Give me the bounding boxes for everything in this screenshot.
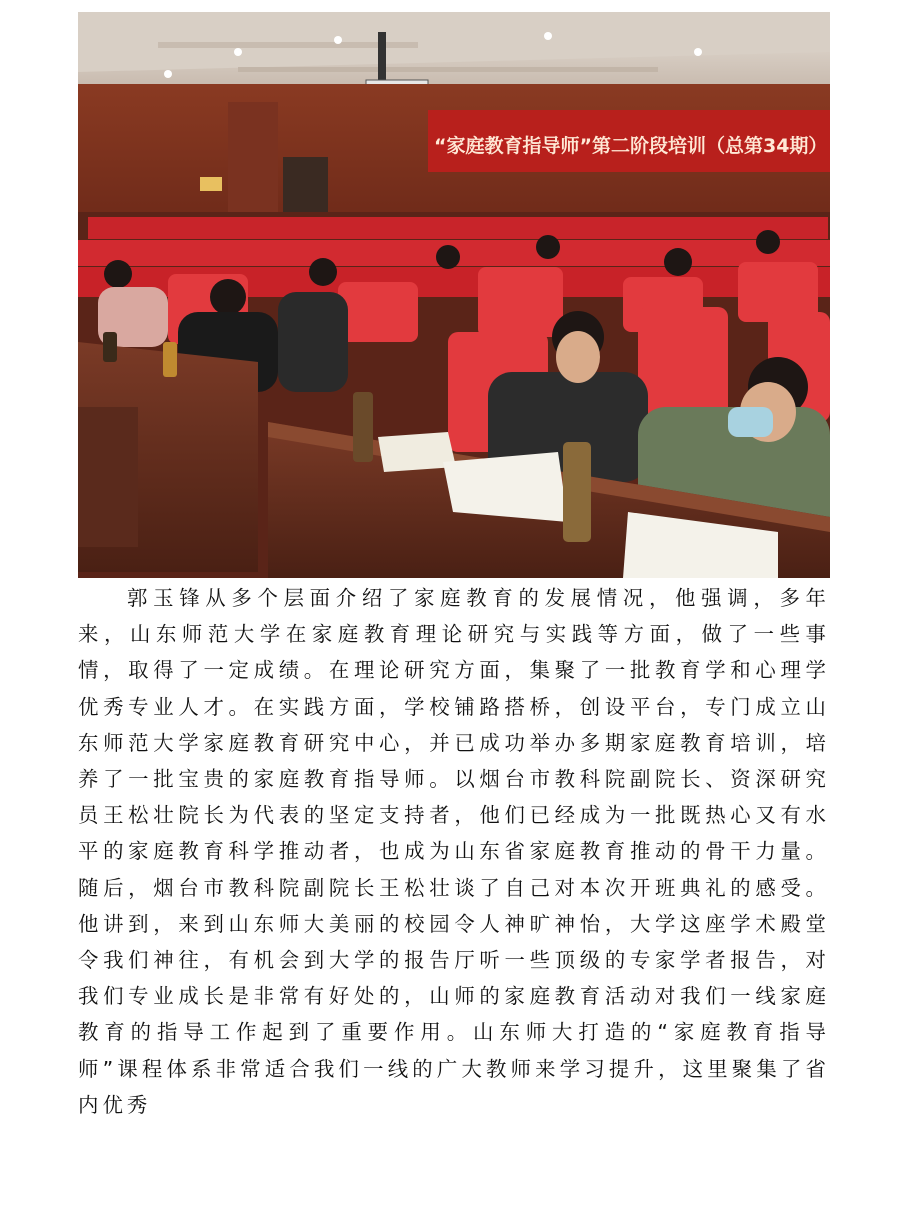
lecture-hall-illustration [78, 12, 830, 578]
lecture-hall-photo [78, 12, 830, 578]
banner-text: “家庭教育指导师”第二阶段培训（总第34期） [434, 135, 828, 157]
article-paragraph: 郭玉锋从多个层面介绍了家庭教育的发展情况，他强调，多年来，山东师范大学在家庭教育理论研究与实践等方面，做了一些事情，取得了一定成绩。在理论研究方面，集聚了一批教育学和心理学优秀专业人才。在实践方面，学校铺路搭桥，创设平台，专门成立山东师范大学家庭教育研究中心，并已成功举办多期家庭教育培训，培养了一批宝贵的家庭教育指导师。以烟台市教科院副院长、资深研究员王松壮院长为代表的坚定支持者，他们已经成为一批既热心又有水平的家庭教育科学推动者，也成为山东省家庭教育推动的骨干力量。随后，烟台市教科院副院长王松壮谈了自己对本次开班典礼的感受。他讲到，来到山东师大美丽的校园令人神旷神怡，大学这座学术殿堂令我们神往，有机会到大学的报告厅听一些顶级的专家学者报告，对我们专业成长是非常有好处的，山师的家庭教育活动对我们一线家庭教育的指导工作起到了重要作用。山东师大打造的“家庭教育指导师”课程体系非常适合我们一线的广大教师来学习提升，这里聚集了省内优秀 [78, 586, 830, 1117]
